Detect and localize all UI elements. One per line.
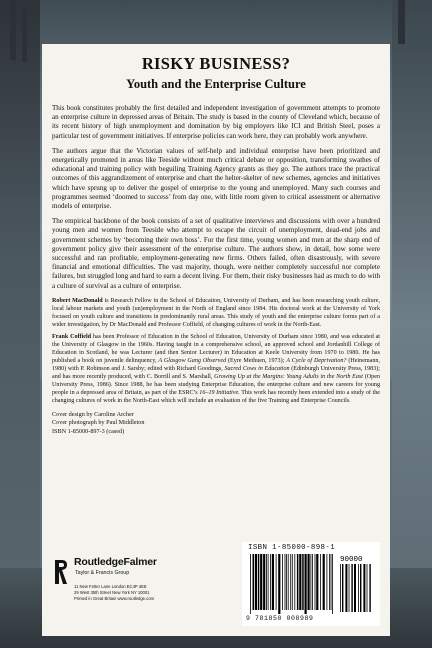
publisher-block	[52, 556, 222, 626]
barcode-bar	[315, 554, 316, 610]
barcode-bar	[270, 554, 271, 610]
blurb-paragraph-2: The authors argue that the Victorian values of self-help and individual enterprise have been prioritized and energetically promoted in areas like Teeside without much critical debate or opposition, transforming swathes of educational and training policy with beguiling Training Agency grants as they go. The authors trace the practical outcomes of this aggrandizement of enterprise and chart the helter-skelter of new schemes, agencies and initiatives which have sprung up to deliver the gospel of enterprise to the young and unemployed. Many such courses and programmes seemed ‘doomed to success’ from day one, with little room given to critical assessment or alternative models of enterprise.	[52, 146, 380, 211]
bio-coffield-text-2: (Eyre Methuen, 1973);	[226, 358, 287, 365]
address-line-1: 11 New Fetter Lane London EC4P 4EE	[74, 584, 147, 589]
barcode-bar	[276, 554, 277, 610]
barcode-bar	[329, 554, 330, 610]
barcode-bar	[266, 554, 267, 610]
chimney-right	[398, 0, 405, 44]
barcode-bar	[294, 554, 295, 610]
publisher-address	[74, 584, 154, 602]
chimney-left	[10, 0, 16, 60]
publisher-name: RoutledgeFalmer	[74, 556, 157, 568]
barcode-box	[242, 542, 380, 626]
book-ref-4: Growing Up at the Margins: Young Adults in the North East	[214, 374, 363, 381]
barcode-bar	[331, 554, 332, 610]
address-line-3: Printed in Great Britain www.routledge.com	[74, 596, 155, 601]
barcode-bar	[285, 554, 286, 610]
price-addon-bar	[354, 564, 356, 612]
right-photo-strip	[392, 0, 432, 648]
barcode-bar	[272, 554, 274, 610]
price-addon-bar	[360, 564, 361, 612]
barcode-bar	[305, 554, 307, 614]
book-title: RISKY BUSINESS?	[141, 54, 291, 73]
cover-photo-credit: Cover photograph by Paul Middleton	[52, 419, 145, 427]
price-addon-bar	[342, 564, 343, 612]
book-ref-3: Sacred Cows in Education	[224, 366, 290, 373]
barcode-bar	[286, 554, 287, 610]
book-ref-5: 16–19 Initiative	[199, 389, 239, 396]
blurb-paragraph-1: This book constitutes probably the first detailed and independent investigation of government attempts to promote an enterprise culture in depressed areas of Britain. The study is based in the county of Cleveland which, because of its recent history of high unemployment and domination by big employers like ICI and British Steel, poses a particular test of government initiatives. If enterprise policies can work here, they can probably work anywhere.	[52, 104, 380, 140]
barcode-bar	[288, 554, 289, 610]
barcode-isbn-label	[248, 544, 335, 552]
chimney-left-2	[22, 8, 27, 62]
barcode-bar	[297, 554, 299, 610]
barcode-bar	[290, 554, 291, 610]
barcode-bar	[320, 554, 321, 610]
book-ref-2: A Cycle of Deprivation?	[286, 358, 347, 365]
price-addon-bar	[363, 564, 365, 612]
left-photo-strip	[0, 0, 40, 648]
bio-coffield-text-5: (Open University Press, 1986). Since 1988, he has been studying Enterprise Education, the enterprise culture and new careers for young people in a depressed area of Britain, as part of the ESRC’s	[52, 374, 380, 396]
ean-digits: 9 781850 008989	[246, 615, 314, 622]
barcode-isbn-text: ISBN 1-85000-898-1	[248, 544, 336, 552]
barcode-bar	[263, 554, 265, 610]
price-addon-bar	[349, 564, 350, 612]
barcode-bar	[268, 554, 269, 610]
barcode-bar	[292, 554, 293, 610]
isbn-cased: ISBN 1-85000-897-3 (cased)	[52, 427, 125, 435]
barcode-bar	[323, 554, 325, 610]
bio-coffield-text-3: (Heinemann, 1980) with P. Robinson and J. Sarsby; edited with Richard Goodings,	[52, 358, 380, 373]
bio-macdonald-text: is Research Fellow in the School of Education, University of Durham, and has been researching youth culture, local labour markets and youth (un)employment in the North of England since 1984. His doctoral work at the University of York focused on youth culture and transitions in predominantly rural areas. This study of youth and the enterprise culture forms part of a wider investigation, by Dr MacDonald and Professor Coffield, of changing cultures of work in the North-East.	[52, 297, 380, 328]
author-bios	[52, 298, 380, 406]
price-addon-bar	[358, 564, 359, 612]
barcode-bar	[299, 554, 301, 610]
barcode-bar	[260, 554, 262, 610]
barcode-bar	[311, 554, 312, 610]
author-name-macdonald: Robert MacDonald	[52, 297, 103, 304]
barcode-bar	[258, 554, 260, 610]
bio-coffield-text-1: has been Professor of Education in the School of Education, University of Durham since 1980, and was educated at the University of Glasgow in the 1960s. Having taught in a comprehensive school, an approved school and Jordanhill College of Education in Scotland, he was Lecturer (and then Senior Lecturer) in Education at Keele University from 1970 to 1980. He has published a book on juvenile delinquency,	[52, 334, 380, 365]
blurb	[52, 104, 380, 291]
publisher-group: Taylor & Francis Group	[75, 570, 130, 576]
barcode-bar	[302, 554, 304, 610]
address-line-2: 29 West 35th Street New York NY 10001	[74, 590, 150, 595]
bio-coffield	[52, 334, 380, 405]
book-ref-1: A Glasgow Gang Observed	[158, 358, 227, 365]
barcode-bar	[282, 554, 283, 610]
book-subtitle: Youth and the Enterprise Culture	[126, 77, 306, 91]
cover-design-credit: Cover design by Caroline Archer	[52, 410, 134, 418]
barcode-bar	[316, 554, 318, 610]
barcode-bar	[312, 554, 313, 610]
price-addon-bar	[369, 564, 370, 612]
price-addon-bar	[367, 564, 368, 612]
footer	[52, 542, 380, 628]
price-addon-bar	[351, 564, 352, 612]
bio-macdonald	[52, 298, 380, 330]
blurb-paragraph-3: The empirical backbone of the book consists of a set of qualitative interviews and discussions with over a hundred young men and women from Teeside who attempt to escape the circuit of unemployment, dead-end jobs and government schemes by ‘becoming their own boss’. For the first time, young women and men at the sharp end of government policy give their assessment of the enterprise culture. The authors show, in detail, how some were successful and ran profitable, employment-generating new firms. Others failed, often disastrously, with severe financial and emotional difficulties. The vast majority, though, were neither completely successful nor complete failures, but struggled long and hard to earn a decent living. For them, their risky businesses had as much to do with a culture of survival as a culture of enterprise.	[52, 217, 380, 290]
routledge-logo-icon	[52, 558, 70, 586]
price-addon-bar	[345, 564, 347, 612]
barcode-bar	[255, 554, 257, 610]
bio-coffield-text-4: (Edinburgh University Press, 1983); and has more recently produced, with C. Borrill and S. Marshall,	[52, 366, 380, 381]
barcode-bar	[308, 554, 310, 610]
barcode-bars	[248, 554, 374, 614]
barcode-bar	[332, 554, 333, 614]
barcode-bar	[253, 554, 255, 610]
bio-coffield-text-6: . This work has recently been extended into a study of the changing cultures of work in the North-East which will include an evaluation of the five Training and Enterprise Councils.	[52, 389, 381, 404]
price-code: 90000	[340, 556, 363, 564]
barcode-bar	[250, 554, 251, 614]
barcode-graphic	[248, 554, 374, 614]
text-panel	[42, 44, 390, 636]
barcode-bar	[327, 554, 328, 610]
barcode-bar	[278, 554, 280, 614]
author-name-coffield: Frank Coffield	[52, 334, 92, 341]
cover-credits	[52, 411, 380, 437]
price-addon-bar	[340, 564, 341, 612]
